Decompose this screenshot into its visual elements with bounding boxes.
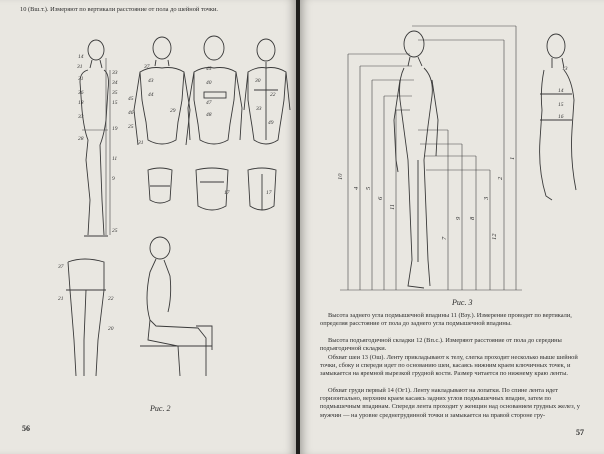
profile-label: 35 bbox=[112, 90, 118, 96]
profile-figure bbox=[80, 40, 109, 236]
front-torso-figure bbox=[134, 37, 190, 145]
profile-label: 15 bbox=[112, 100, 118, 106]
profile-label: 33 bbox=[112, 70, 118, 76]
figure-3-illustration bbox=[300, 0, 604, 454]
back-label: 33 bbox=[256, 106, 262, 112]
front-label: 31 bbox=[138, 140, 144, 146]
right-page bbox=[300, 0, 604, 454]
front-label: 45 bbox=[128, 96, 134, 102]
standing-figure bbox=[394, 31, 438, 288]
profile-label: 34 bbox=[112, 80, 118, 86]
figure-3-label: 5 bbox=[365, 186, 372, 190]
left-page-number: 56 bbox=[22, 424, 30, 433]
back-label: 40 bbox=[206, 80, 212, 86]
front-label: 37 bbox=[144, 64, 150, 70]
profile-label: 28 bbox=[78, 136, 84, 142]
left-intro-text: 10 (Вш.т.). Измеряют по вертикали расстояние от пола до шейной точки. bbox=[20, 6, 219, 13]
back-label: 48 bbox=[206, 112, 212, 118]
profile-torso-label: 16 bbox=[558, 114, 564, 120]
profile-label: 36 bbox=[78, 90, 84, 96]
hip-label: 17 bbox=[266, 190, 272, 196]
hip-label: 17 bbox=[224, 190, 230, 196]
figure-3-label: 10 bbox=[337, 173, 344, 180]
legs-label: 37 bbox=[58, 264, 64, 270]
front-label: 25 bbox=[128, 124, 134, 130]
back-measure-figure bbox=[244, 39, 290, 144]
vertical-measure-lines bbox=[340, 26, 522, 290]
profile-label: 9 bbox=[112, 176, 115, 182]
profile-torso-label: 15 bbox=[558, 102, 564, 108]
profile-label: 33 bbox=[78, 114, 84, 120]
back-figure bbox=[188, 36, 242, 144]
figure-3-label: 7 bbox=[441, 236, 448, 240]
legs-label: 20 bbox=[108, 326, 114, 332]
profile-torso-label: 13 bbox=[562, 66, 568, 72]
back-label: 22 bbox=[270, 92, 276, 98]
legs-label: 21 bbox=[58, 296, 64, 302]
profile-torso-label: 14 bbox=[558, 88, 564, 94]
front-label: 43 bbox=[148, 78, 154, 84]
profile-label: 11 bbox=[112, 156, 118, 162]
figure-3-label: 3 bbox=[483, 196, 490, 200]
hip-sketches bbox=[148, 168, 276, 210]
figure-3-label: 9 bbox=[455, 216, 462, 220]
figure-2-illustration bbox=[0, 0, 296, 454]
figure-3-caption: Рис. 3 bbox=[452, 298, 473, 307]
figure-3-label: 4 bbox=[353, 186, 360, 190]
profile-label: 31 bbox=[78, 76, 84, 82]
left-page bbox=[0, 0, 296, 454]
front-label: 44 bbox=[148, 92, 154, 98]
back-label: 49 bbox=[268, 120, 274, 126]
seated-figure bbox=[140, 237, 212, 376]
figure-2-caption: Рис. 2 bbox=[150, 404, 171, 413]
front-label: 46 bbox=[128, 110, 134, 116]
figure-3-label: 2 bbox=[497, 176, 504, 180]
back-label: 47 bbox=[206, 100, 212, 106]
figure-3-label: 1 bbox=[509, 156, 516, 160]
body-paragraph: Высота подъягодичной складки 12 (Вп.с.). Измеряют расстояние от пола до середины подъягодичной складки. bbox=[320, 337, 562, 353]
back-label: 45 bbox=[206, 66, 212, 72]
figure-3-label: 12 bbox=[491, 233, 498, 240]
profile-label: 18 bbox=[78, 100, 84, 106]
profile-label: 25 bbox=[112, 228, 118, 234]
profile-label: 31 bbox=[77, 64, 83, 70]
body-paragraph: Обхват шеи 13 (Ош). Ленту прикладывают к телу, слегка проходит несколько выше шейной точки, сбоку и спереди идет по основанию шеи, касаясь нижним краем ключичных точек, и замыкается на яремной вырезкой грудной кости. Размер читается по нижнему краю ленты. bbox=[320, 354, 578, 378]
back-label: 30 bbox=[255, 78, 261, 84]
profile-label: 14 bbox=[78, 54, 84, 60]
figure-3-label: 8 bbox=[469, 216, 476, 220]
right-page-number: 57 bbox=[576, 428, 584, 437]
legs-figure bbox=[66, 259, 106, 376]
profile-measure-lines bbox=[82, 58, 110, 235]
front-label: 29 bbox=[170, 108, 176, 114]
figure-3-label: 11 bbox=[389, 203, 396, 210]
legs-label: 22 bbox=[108, 296, 114, 302]
body-paragraph: Высота заднего угла подмышечной впадины 11 (Взу.). Измерение проводят по вертикали, определяя расстояние от пола до заднего угла подмышечной впадины. bbox=[320, 312, 572, 328]
figure-3-label: 6 bbox=[377, 196, 384, 200]
body-paragraph: Обхват груди первый 14 (Ог1). Ленту накладывают на лопатки. По спине лента идет горизонтально, верхним краем касаясь задних углов подмышечных впадин, затем по подмышечным впадинам. Спереди лента проходит у женщин над основанием грудных желез, у мужчин — на уровне среднегрудинной точки и замыкается на правой стороне гру- bbox=[320, 387, 580, 419]
profile-label: 19 bbox=[112, 126, 118, 132]
